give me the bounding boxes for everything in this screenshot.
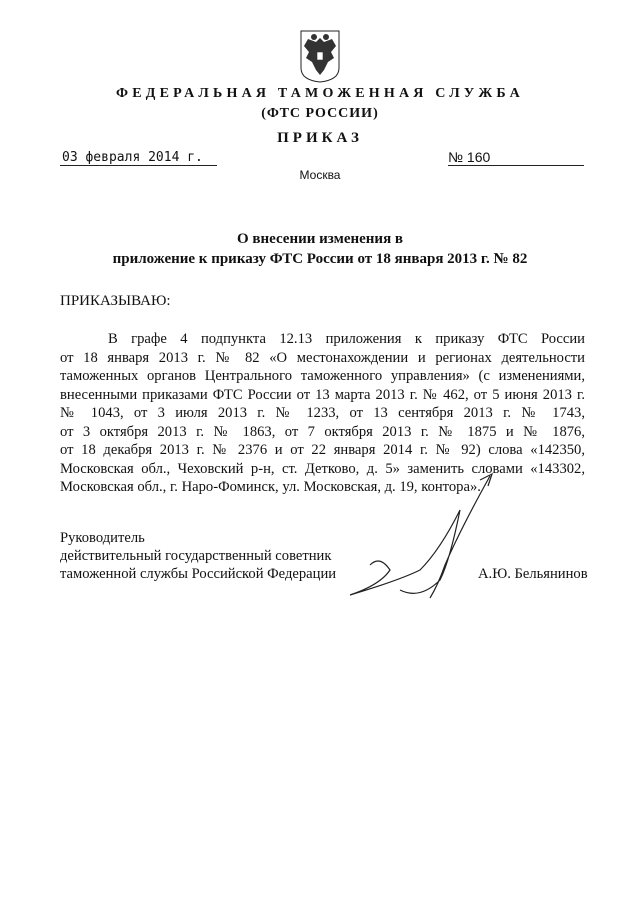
title-line-1: О внесении изменения в	[236, 231, 404, 247]
body-line: внесенными приказами ФТС России от 13 марта 2013 г. № 462, от 5 июня 2013 г.	[60, 386, 585, 403]
document-number: № 160	[448, 149, 584, 166]
body-line: Московская обл., Чеховский р-н, ст. Детково, д. 5» заменить словами «143302,	[60, 460, 585, 477]
document-type: ПРИКАЗ	[277, 130, 363, 146]
signatory-position-2: действительный государственный советник	[60, 548, 332, 564]
organization-short: (ФТС РОССИИ)	[261, 106, 379, 121]
city: Москва	[299, 168, 341, 182]
signatory-position-3: таможенной службы Российской Федерации	[60, 566, 337, 582]
handwritten-signature	[320, 470, 500, 610]
document-date: 03 февраля 2014 г.	[60, 150, 217, 166]
organization-name: ФЕДЕРАЛЬНАЯ ТАМОЖЕННАЯ СЛУЖБА	[116, 86, 524, 101]
title-line-2: приложение к приказу ФТС России от 18 января 2013 г. № 82	[112, 251, 528, 267]
body-line: Московская обл., г. Наро-Фоминск, ул. Московская, д. 19, контора».	[60, 479, 481, 495]
coat-of-arms-emblem	[298, 28, 342, 84]
body-line: от 3 октября 2013 г. № 1863, от 7 октября 2013 г. № 1875 и № 1876,	[60, 423, 585, 440]
body-line: от 18 января 2013 г. № 82 «О местонахождении и регионах деятельности	[60, 349, 585, 366]
signatory-position-1: Руководитель	[60, 530, 145, 546]
body-line: от 18 декабря 2013 г. № 2376 и от 22 января 2014 г. № 92) слова «142350,	[60, 442, 585, 458]
body-line: № 1043, от 3 июля 2013 г. № 1233, от 13 сентября 2013 г. № 1743,	[60, 405, 585, 421]
order-word: ПРИКАЗЫВАЮ:	[60, 293, 171, 309]
body-line: таможенных органов Центрального таможенного управления» (с изменениями,	[60, 368, 585, 384]
signatory-name: А.Ю. Бельянинов	[478, 566, 588, 582]
body-line: В графе 4 подпункта 12.13 приложения к приказу ФТС России	[108, 331, 585, 347]
